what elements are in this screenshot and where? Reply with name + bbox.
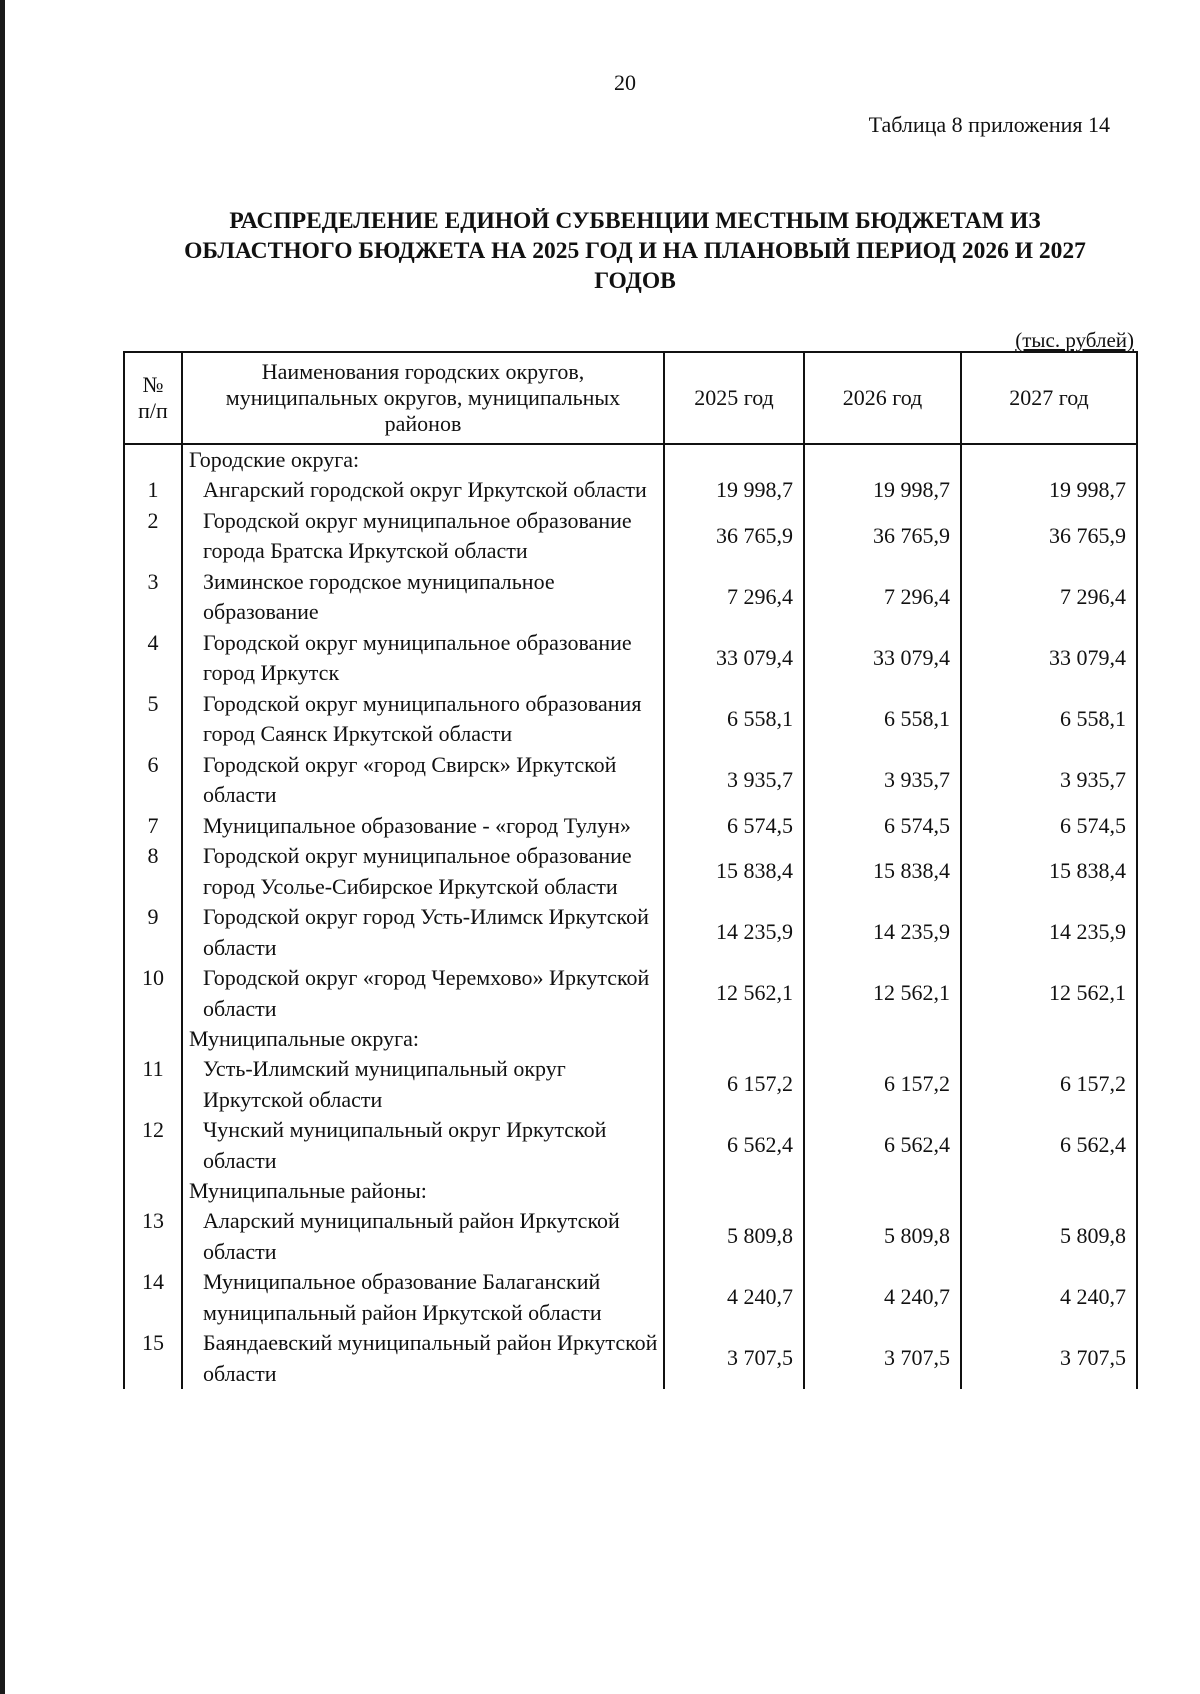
row-2026: 3 707,5 bbox=[804, 1328, 961, 1389]
row-num: 10 bbox=[124, 963, 182, 1024]
row-name: Муниципальное образование Балаганский муниципальный район Иркутской области bbox=[182, 1267, 664, 1328]
row-num: 6 bbox=[124, 750, 182, 811]
row-num: 1 bbox=[124, 475, 182, 506]
row-2027: 6 562,4 bbox=[961, 1115, 1137, 1176]
row-num: 3 bbox=[124, 567, 182, 628]
row-2025: 6 574,5 bbox=[664, 811, 804, 842]
row-2027: 36 765,9 bbox=[961, 506, 1137, 567]
row-2027: 4 240,7 bbox=[961, 1267, 1137, 1328]
row-num: 14 bbox=[124, 1267, 182, 1328]
row-name: Усть-Илимский муниципальный округ Иркутской области bbox=[182, 1054, 664, 1115]
row-2025: 3 935,7 bbox=[664, 750, 804, 811]
row-2027: 7 296,4 bbox=[961, 567, 1137, 628]
row-2026: 14 235,9 bbox=[804, 902, 961, 963]
row-num: 5 bbox=[124, 689, 182, 750]
row-2025: 3 707,5 bbox=[664, 1328, 804, 1389]
row-2025: 6 562,4 bbox=[664, 1115, 804, 1176]
page-number: 20 bbox=[614, 70, 636, 95]
row-2027: 15 838,4 bbox=[961, 841, 1137, 902]
row-num: 2 bbox=[124, 506, 182, 567]
table-row bbox=[124, 811, 1137, 842]
row-2026: 19 998,7 bbox=[804, 475, 961, 506]
row-num: 11 bbox=[124, 1054, 182, 1115]
row-2025: 36 765,9 bbox=[664, 506, 804, 567]
table-row bbox=[124, 750, 1137, 811]
document-title: РАСПРЕДЕЛЕНИЕ ЕДИНОЙ СУБВЕНЦИИ МЕСТНЫМ БЮДЖЕТАМ ИЗ ОБЛАСТНОГО БЮДЖЕТА НА 2025 ГОД И НА ПЛАНОВЫЙ ПЕРИОД 2026 И 2027 ГОДОВ bbox=[184, 208, 1086, 294]
table-header-row bbox=[124, 352, 1137, 444]
row-2026: 6 558,1 bbox=[804, 689, 961, 750]
row-2026: 7 296,4 bbox=[804, 567, 961, 628]
row-2026: 5 809,8 bbox=[804, 1206, 961, 1267]
group-label: Муниципальные районы: bbox=[182, 1176, 664, 1206]
row-2026: 4 240,7 bbox=[804, 1267, 961, 1328]
group-row bbox=[124, 1024, 1137, 1054]
row-num: 8 bbox=[124, 841, 182, 902]
header-2027: 2027 год bbox=[961, 352, 1137, 444]
row-num: 4 bbox=[124, 628, 182, 689]
group-row bbox=[124, 1176, 1137, 1206]
row-num: 15 bbox=[124, 1328, 182, 1389]
row-2025: 7 296,4 bbox=[664, 567, 804, 628]
row-2026: 6 157,2 bbox=[804, 1054, 961, 1115]
row-2027: 6 558,1 bbox=[961, 689, 1137, 750]
row-2027: 5 809,8 bbox=[961, 1206, 1137, 1267]
row-2026: 12 562,1 bbox=[804, 963, 961, 1024]
row-2026: 36 765,9 bbox=[804, 506, 961, 567]
row-name: Городской округ муниципального образования город Саянск Иркутской области bbox=[182, 689, 664, 750]
row-2025: 6 157,2 bbox=[664, 1054, 804, 1115]
header-name: Наименования городских округов, муниципальных округов, муниципальных районов bbox=[182, 352, 664, 444]
row-name: Городской округ муниципальное образование город Иркутск bbox=[182, 628, 664, 689]
row-name: Баяндаевский муниципальный район Иркутской области bbox=[182, 1328, 664, 1389]
row-2027: 33 079,4 bbox=[961, 628, 1137, 689]
row-2027: 6 574,5 bbox=[961, 811, 1137, 842]
row-2027: 14 235,9 bbox=[961, 902, 1137, 963]
table-row bbox=[124, 1115, 1137, 1176]
table-row bbox=[124, 689, 1137, 750]
row-2025: 4 240,7 bbox=[664, 1267, 804, 1328]
table-row bbox=[124, 1206, 1137, 1267]
table-row bbox=[124, 1054, 1137, 1115]
table-reference: Таблица 8 приложения 14 bbox=[868, 112, 1110, 137]
row-2025: 14 235,9 bbox=[664, 902, 804, 963]
row-2026: 15 838,4 bbox=[804, 841, 961, 902]
row-2026: 3 935,7 bbox=[804, 750, 961, 811]
table-row bbox=[124, 506, 1137, 567]
table-row bbox=[124, 963, 1137, 1024]
row-2027: 3 707,5 bbox=[961, 1328, 1137, 1389]
row-name: Городской округ «город Свирск» Иркутской области bbox=[182, 750, 664, 811]
row-2026: 33 079,4 bbox=[804, 628, 961, 689]
row-2026: 6 562,4 bbox=[804, 1115, 961, 1176]
group-label: Муниципальные округа: bbox=[182, 1024, 664, 1054]
row-2025: 12 562,1 bbox=[664, 963, 804, 1024]
table-row bbox=[124, 628, 1137, 689]
table-row bbox=[124, 475, 1137, 506]
row-2027: 12 562,1 bbox=[961, 963, 1137, 1024]
row-2025: 33 079,4 bbox=[664, 628, 804, 689]
page-left-edge bbox=[0, 0, 5, 1694]
row-num: 13 bbox=[124, 1206, 182, 1267]
header-num: № п/п bbox=[124, 352, 182, 444]
row-2025: 15 838,4 bbox=[664, 841, 804, 902]
table-row bbox=[124, 1267, 1137, 1328]
header-2026: 2026 год bbox=[804, 352, 961, 444]
unit-label: (тыс. рублей) bbox=[1015, 328, 1134, 352]
group-row bbox=[124, 444, 1137, 475]
row-2025: 6 558,1 bbox=[664, 689, 804, 750]
table-row bbox=[124, 841, 1137, 902]
table-row bbox=[124, 1328, 1137, 1389]
row-name: Аларский муниципальный район Иркутской области bbox=[182, 1206, 664, 1267]
row-2027: 6 157,2 bbox=[961, 1054, 1137, 1115]
row-name: Городской округ муниципальное образование города Братска Иркутской области bbox=[182, 506, 664, 567]
budget-table bbox=[123, 351, 1138, 1389]
row-name: Муниципальное образование - «город Тулун» bbox=[182, 811, 664, 842]
row-name: Городской округ муниципальное образование город Усолье-Сибирское Иркутской области bbox=[182, 841, 664, 902]
row-num: 7 bbox=[124, 811, 182, 842]
row-name: Зиминское городское муниципальное образование bbox=[182, 567, 664, 628]
row-num: 9 bbox=[124, 902, 182, 963]
row-name: Городской округ город Усть-Илимск Иркутской области bbox=[182, 902, 664, 963]
row-name: Чунский муниципальный округ Иркутской области bbox=[182, 1115, 664, 1176]
row-2025: 19 998,7 bbox=[664, 475, 804, 506]
row-2025: 5 809,8 bbox=[664, 1206, 804, 1267]
header-2025: 2025 год bbox=[664, 352, 804, 444]
group-label: Городские округа: bbox=[182, 444, 664, 475]
row-name: Ангарский городской округ Иркутской области bbox=[182, 475, 664, 506]
row-2027: 19 998,7 bbox=[961, 475, 1137, 506]
table-row bbox=[124, 567, 1137, 628]
row-num: 12 bbox=[124, 1115, 182, 1176]
row-name: Городской округ «город Черемхово» Иркутской области bbox=[182, 963, 664, 1024]
table-row bbox=[124, 902, 1137, 963]
row-2026: 6 574,5 bbox=[804, 811, 961, 842]
row-2027: 3 935,7 bbox=[961, 750, 1137, 811]
